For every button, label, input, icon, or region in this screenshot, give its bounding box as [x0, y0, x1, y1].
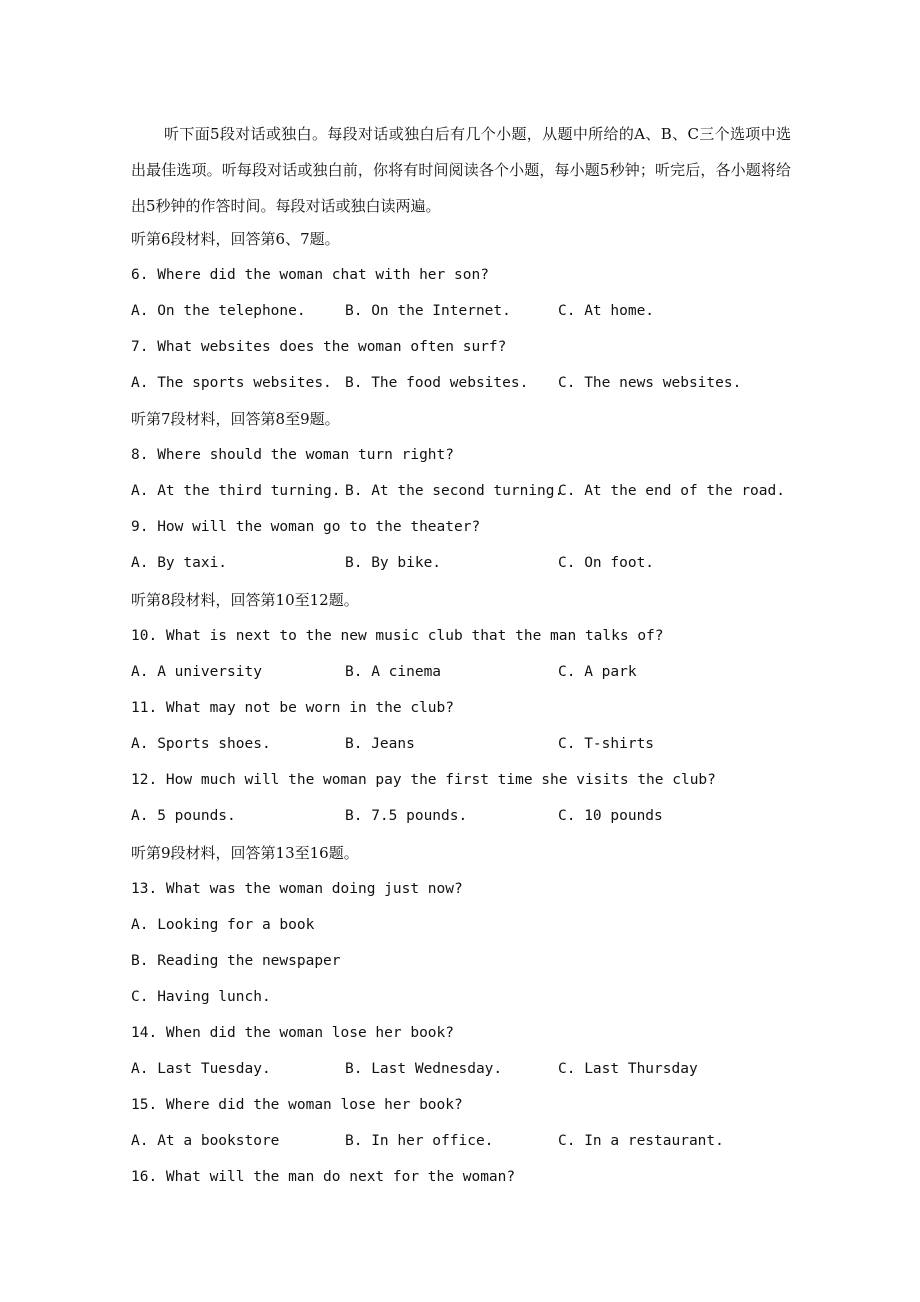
question-16: 16. What will the man do next for the woman? [131, 1169, 516, 1185]
question-6-option-b: B. On the Internet. [345, 303, 511, 319]
question-10-option-b: B. A cinema [345, 664, 442, 680]
question-12-option-c: C. 10 pounds [558, 808, 663, 824]
question-8-option-a: A. At the third turning. [131, 483, 341, 499]
question-8: 8. Where should the woman turn right? [131, 447, 455, 463]
question-13-option-c: C. Having lunch. [131, 989, 271, 1005]
question-15-option-c: C. In a restaurant. [558, 1133, 724, 1149]
question-9: 9. How will the woman go to the theater? [131, 519, 481, 535]
question-9-option-c: C. On foot. [558, 555, 655, 571]
question-6-option-a: A. On the telephone. [131, 303, 306, 319]
question-14: 14. When did the woman lose her book? [131, 1025, 455, 1041]
question-11-option-c: C. T-shirts [558, 736, 655, 752]
question-14-option-c: C. Last Thursday [558, 1061, 698, 1077]
question-14-option-b: B. Last Wednesday. [345, 1061, 503, 1077]
question-10-option-a: A. A university [131, 664, 262, 680]
question-8-option-c: C. At the end of the road. [558, 483, 785, 499]
question-14-option-a: A. Last Tuesday. [131, 1061, 271, 1077]
section-heading: 听第7段材料，回答第8至9题。 [131, 410, 340, 428]
question-12: 12. How much will the woman pay the first time she visits the club? [131, 772, 716, 788]
question-6: 6. Where did the woman chat with her son? [131, 267, 489, 283]
question-15: 15. Where did the woman lose her book? [131, 1097, 463, 1113]
question-13-option-a: A. Looking for a book [131, 917, 315, 933]
question-12-option-b: B. 7.5 pounds. [345, 808, 468, 824]
question-11-option-a: A. Sports shoes. [131, 736, 271, 752]
question-7-option-a: A. The sports websites. [131, 375, 332, 391]
question-9-option-b: B. By bike. [345, 555, 442, 571]
question-6-option-c: C. At home. [558, 303, 655, 319]
question-13: 13. What was the woman doing just now? [131, 881, 463, 897]
question-10-option-c: C. A park [558, 664, 637, 680]
question-7-option-c: C. The news websites. [558, 375, 742, 391]
question-8-option-b: B. At the second turning. [345, 483, 564, 499]
question-11-option-b: B. Jeans [345, 736, 415, 752]
question-9-option-a: A. By taxi. [131, 555, 228, 571]
question-13-option-b: B. Reading the newspaper [131, 953, 341, 969]
listening-instructions: 听下面5段对话或独白。每段对话或独白后有几个小题，从题中所给的A、B、C三个选项中选出最佳选项。听每段对话或独白前，你将有时间阅读各个小题，每小题5秒钟；听完后，各小题将给出5秒钟的作答时间。每段对话或独白读两遍。 [131, 125, 791, 215]
question-15-option-b: B. In her office. [345, 1133, 494, 1149]
section-heading: 听第9段材料，回答第13至16题。 [131, 844, 359, 862]
question-15-option-a: A. At a bookstore [131, 1133, 280, 1149]
question-7-option-b: B. The food websites. [345, 375, 529, 391]
section-heading: 听第8段材料，回答第10至12题。 [131, 591, 359, 609]
section-heading: 听第6段材料，回答第6、7题。 [131, 230, 340, 248]
question-12-option-a: A. 5 pounds. [131, 808, 236, 824]
question-11: 11. What may not be worn in the club? [131, 700, 455, 716]
question-10: 10. What is next to the new music club that the man talks of? [131, 628, 664, 644]
question-7: 7. What websites does the woman often surf? [131, 339, 507, 355]
